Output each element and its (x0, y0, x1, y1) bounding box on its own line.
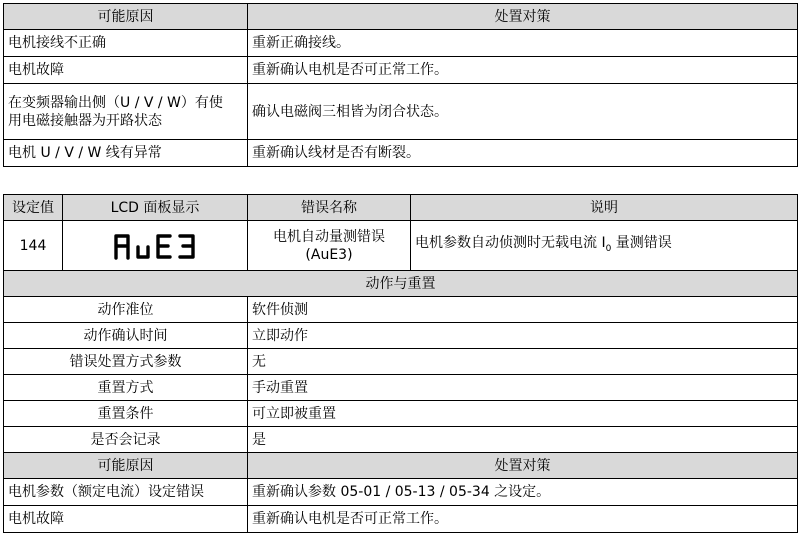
setting-value: 144 (4, 221, 63, 271)
action-cell: 重新确认电机是否可正常工作。 (248, 57, 798, 84)
param-label: 动作准位 (4, 297, 248, 323)
param-value: 是 (248, 427, 798, 453)
description (411, 221, 798, 271)
cause-cell: 电机故障 (4, 57, 248, 84)
action-cell: 重新正确接线。 (248, 30, 798, 57)
param-label: 重置条件 (4, 401, 248, 427)
header-action: 处置对策 (248, 4, 798, 30)
action-cell: 确认电磁阀三相皆为闭合状态。 (248, 84, 798, 140)
description-prefix: 电机参数自动侦测时无载电流 I (415, 234, 606, 251)
description-subscript: 0 (605, 243, 612, 254)
description-suffix: 量测错误 (611, 234, 672, 251)
param-label: 动作确认时间 (4, 323, 248, 349)
cause-line: 用电磁接触器为开路状态 (8, 112, 162, 129)
param-value: 软件侦测 (248, 297, 798, 323)
cause-cell (4, 84, 248, 140)
lcd-glyph-a (116, 236, 128, 258)
header-cause: 可能原因 (4, 4, 248, 30)
header-setting: 设定值 (4, 195, 63, 221)
param-label: 是否会记录 (4, 427, 248, 453)
header-error-name: 错误名称 (248, 195, 411, 221)
param-value: 手动重置 (248, 375, 798, 401)
cause-cell: 电机故障 (4, 506, 248, 533)
lcd-segment-glyphs (110, 231, 200, 261)
header-action: 处置对策 (248, 453, 798, 479)
error-table-aue3 (3, 194, 798, 533)
cause-cell: 电机参数（额定电流）设定错误 (4, 479, 248, 506)
lcd-glyph-3 (180, 236, 193, 257)
header-description: 说明 (411, 195, 798, 221)
param-label: 重置方式 (4, 375, 248, 401)
cause-cell: 电机 U / V / W 线有异常 (4, 140, 248, 167)
action-cell: 重新确认线材是否有断裂。 (248, 140, 798, 167)
section-title: 动作与重置 (4, 271, 798, 297)
param-value: 无 (248, 349, 798, 375)
causes-table-1 (3, 3, 798, 167)
error-name-line: 电机自动量测错误 (273, 228, 385, 245)
header-cause: 可能原因 (4, 453, 248, 479)
param-value: 立即动作 (248, 323, 798, 349)
cause-cell: 电机接线不正确 (4, 30, 248, 57)
action-cell: 重新确认电机是否可正常工作。 (248, 506, 798, 533)
error-name (248, 221, 411, 271)
header-lcd: LCD 面板显示 (63, 195, 248, 221)
lcd-glyph-u (138, 247, 148, 257)
cause-line: 在变频器输出侧（U / V / W）有使 (8, 94, 223, 111)
param-value: 可立即被重置 (248, 401, 798, 427)
lcd-display (63, 221, 248, 271)
lcd-glyph-e (158, 236, 170, 257)
action-cell: 重新确认参数 05-01 / 05-13 / 05-34 之设定。 (248, 479, 798, 506)
error-code: (AuE3) (305, 246, 353, 263)
param-label: 错误处置方式参数 (4, 349, 248, 375)
